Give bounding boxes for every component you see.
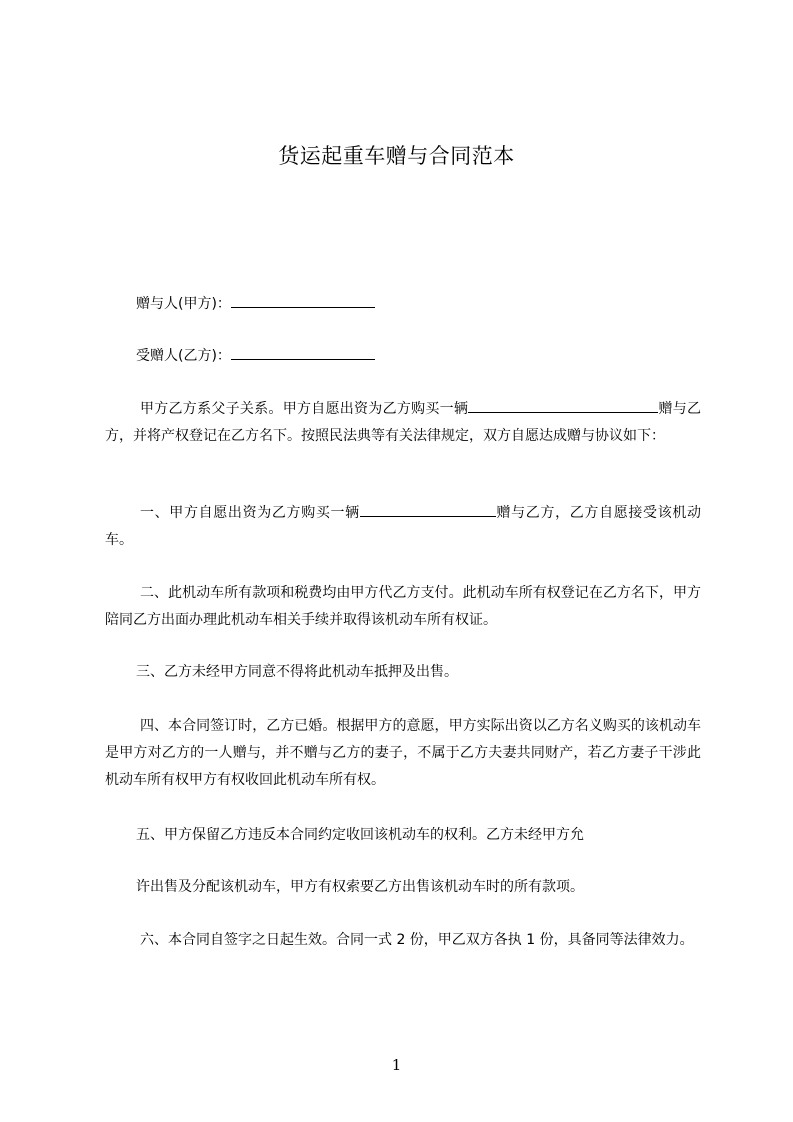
document-title: 货运起重车赠与合同范本 <box>278 144 515 168</box>
clause-1-vehicle-blank[interactable] <box>360 501 496 517</box>
clause-1 <box>105 500 701 554</box>
donor-line <box>136 292 375 314</box>
intro-vehicle-blank[interactable] <box>468 397 658 413</box>
donee-line <box>136 344 375 366</box>
donor-label: 赠与人(甲方)： <box>136 296 231 312</box>
clause-2: 二、此机动车所有款项和税费均由甲方代乙方支付。此机动车所有权登记在乙方名下，甲方陪同乙方出面办理此机动车相关手续并取得该机动车所有权证。 <box>105 585 701 628</box>
clause-5-line-2: 许出售及分配该机动车，甲方有权索要乙方出售该机动车时的所有款项。 <box>136 879 584 895</box>
donor-blank[interactable] <box>231 292 375 308</box>
intro-text-1: 甲方乙方系父子关系。甲方自愿出资为乙方购买一辆 <box>140 401 469 417</box>
clause-6: 六、本合同自签字之日起生效。合同一式 2 份，甲乙双方各执 1 份，具备同等法律效力。 <box>140 932 694 948</box>
intro-text-2: 赠与乙方，并将产权登记在乙方名下。按照民法典等有关法律规定，双方自愿达成赠与协议如下： <box>105 401 702 444</box>
donee-label: 受赠人(乙方)： <box>136 348 231 364</box>
clause-1-text-2: 赠与乙方，乙方自愿接受该机动车。 <box>105 505 701 548</box>
page-number: 1 <box>391 1056 402 1074</box>
clause-5-line-1: 五、甲方保留乙方违反本合同约定收回该机动车的权利。乙方未经甲方允 <box>136 827 584 843</box>
donee-blank[interactable] <box>231 344 375 360</box>
clause-4: 四、本合同签订时，乙方已婚。根据甲方的意愿，甲方实际出资以乙方名义购买的该机动车是甲方对乙方的一人赠与，并不赠与乙方的妻子，不属于乙方夫妻共同财产，若乙方妻子干涉此机动车所有权甲方有权收回此机动车所有权。 <box>105 718 701 788</box>
intro-paragraph <box>105 396 701 450</box>
clause-1-text-1: 一、甲方自愿出资为乙方购买一辆 <box>140 505 360 521</box>
clause-3: 三、乙方未经甲方同意不得将此机动车抵押及出售。 <box>136 664 458 680</box>
